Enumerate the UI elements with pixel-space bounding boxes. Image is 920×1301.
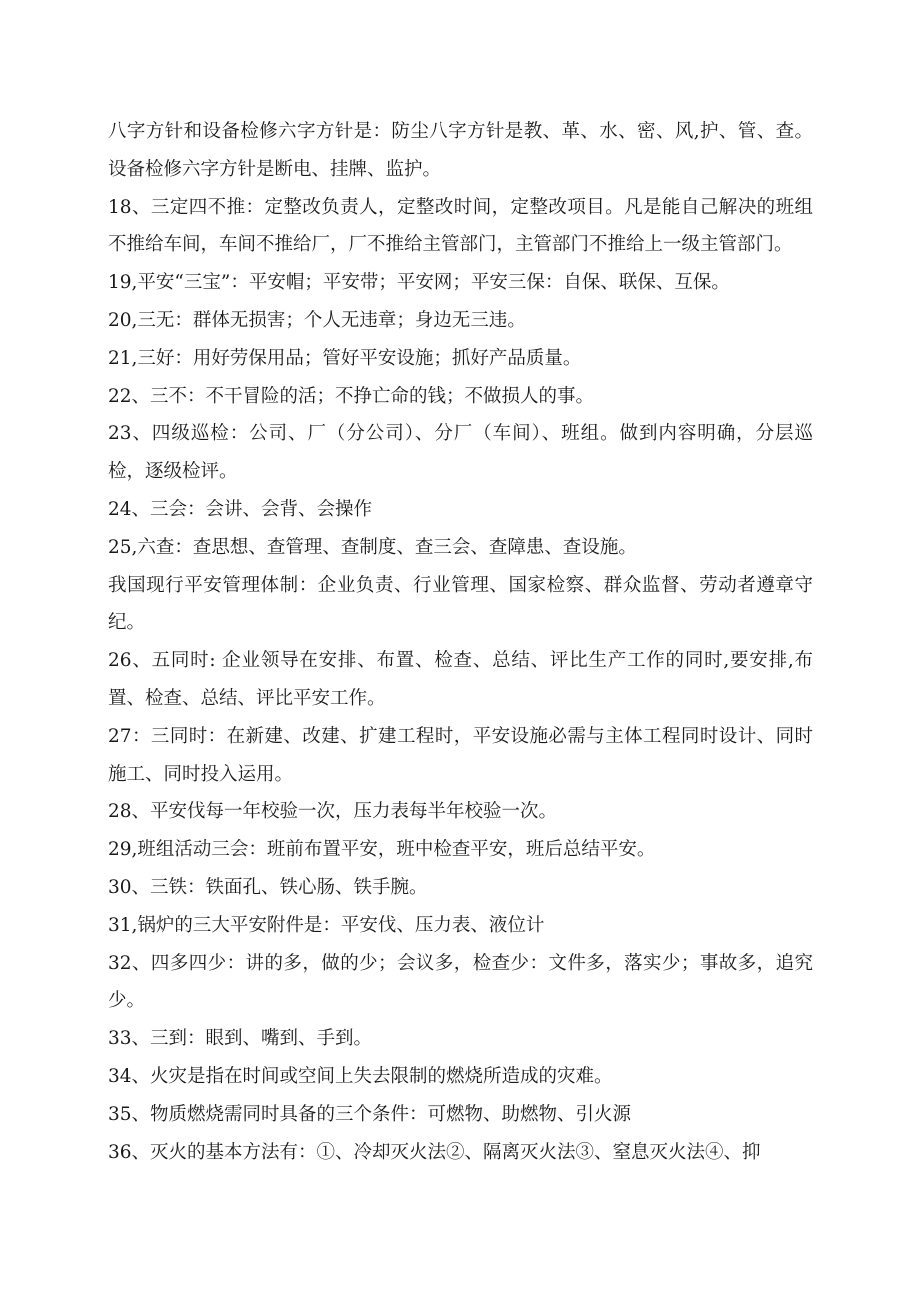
paragraph-24-three-can: 24、三会：会讲、会背、会操作 — [108, 498, 373, 520]
paragraph-32-four-more-four-less: 32、四多四少：讲的多，做的少；会议多，检查少：文件多，落实少；事故多，追究少。 — [108, 952, 813, 1012]
document-body — [108, 113, 813, 1171]
paragraph-19-three-treasures: 19,平安“三宝”：平安帽；平安带；平安网；平安三保：自保、联保、互保。 — [108, 272, 730, 294]
paragraph-33-three-arrive: 33、三到：眼到、嘴到、手到。 — [108, 1028, 373, 1050]
paragraph-35-combustion-conditions: 35、物质燃烧需同时具备的三个条件：可燃物、助燃物、引火源 — [108, 1103, 632, 1125]
paragraph-30-three-iron: 30、三铁：铁面孔、铁心肠、铁手腕。 — [108, 876, 428, 898]
paragraph-31-boiler-safety-parts: 31,锅炉的三大平安附件是：平安伐、压力表、液位计 — [108, 914, 545, 936]
paragraph-36-extinguishing-methods: 36、灭火的基本方法有：①、冷却灭火法②、隔离灭火法③、窒息灭火法④、抑 — [108, 1141, 761, 1163]
paragraph-22-three-dont: 22、三不：不干冒险的活；不挣亡命的钱；不做损人的事。 — [108, 385, 595, 407]
paragraph-29-team-meetings: 29,班组活动三会：班前布置平安，班中检查平安，班后总结平安。 — [108, 839, 656, 861]
paragraph-34-fire-definition: 34、火灾是指在时间或空间上失去限制的燃烧所造成的灾难。 — [108, 1065, 613, 1087]
paragraph-20-three-no: 20,三无：群体无损害；个人无违章；身边无三违。 — [108, 309, 526, 331]
paragraph-25-six-checks: 25,六查：查思想、查管理、查制度、查三会、查障患、查设施。 — [108, 536, 637, 558]
paragraph-26-five-simultaneous: 26、五同时: 企业领导在安排、布置、检查、总结、评比生产工作的同时,要安排,布置、检查、总结、评比平安工作。 — [108, 650, 813, 709]
paragraph-18-three-fix-four-no-push: 18、三定四不推：定整改负责人，定整改时间，定整改项目。凡是能自己解决的班组不推给车间，车间不推给厂，厂不推给主管部门，主管部门不推给上一级主管部门。 — [108, 196, 813, 256]
paragraph-23-four-level-inspection: 23、四级巡检：公司、厂（分公司）、分厂（车间）、班组。做到内容明确，分层巡检，逐级检评。 — [108, 423, 813, 483]
paragraph-21-three-good: 21,三好：用好劳保用品；管好平安设施；抓好产品质量。 — [108, 347, 582, 369]
paragraph-28-valve-calibration: 28、平安伐每一年校验一次，压力表每半年校验一次。 — [108, 801, 558, 823]
paragraph-dust-and-maintenance-principles: 八字方针和设备检修六字方针是：防尘八字方针是教、革、水、密、风,护、管、查。设备检修六字方针是断电、挂牌、监护。 — [108, 121, 813, 180]
paragraph-management-system: 我国现行平安管理体制：企业负责、行业管理、国家检察、群众监督、劳动者遵章守纪。 — [108, 574, 813, 634]
paragraph-27-three-simultaneous: 27：三同时：在新建、改建、扩建工程时，平安设施必需与主体工程同时设计、同时施工、同时投入运用。 — [108, 725, 813, 785]
